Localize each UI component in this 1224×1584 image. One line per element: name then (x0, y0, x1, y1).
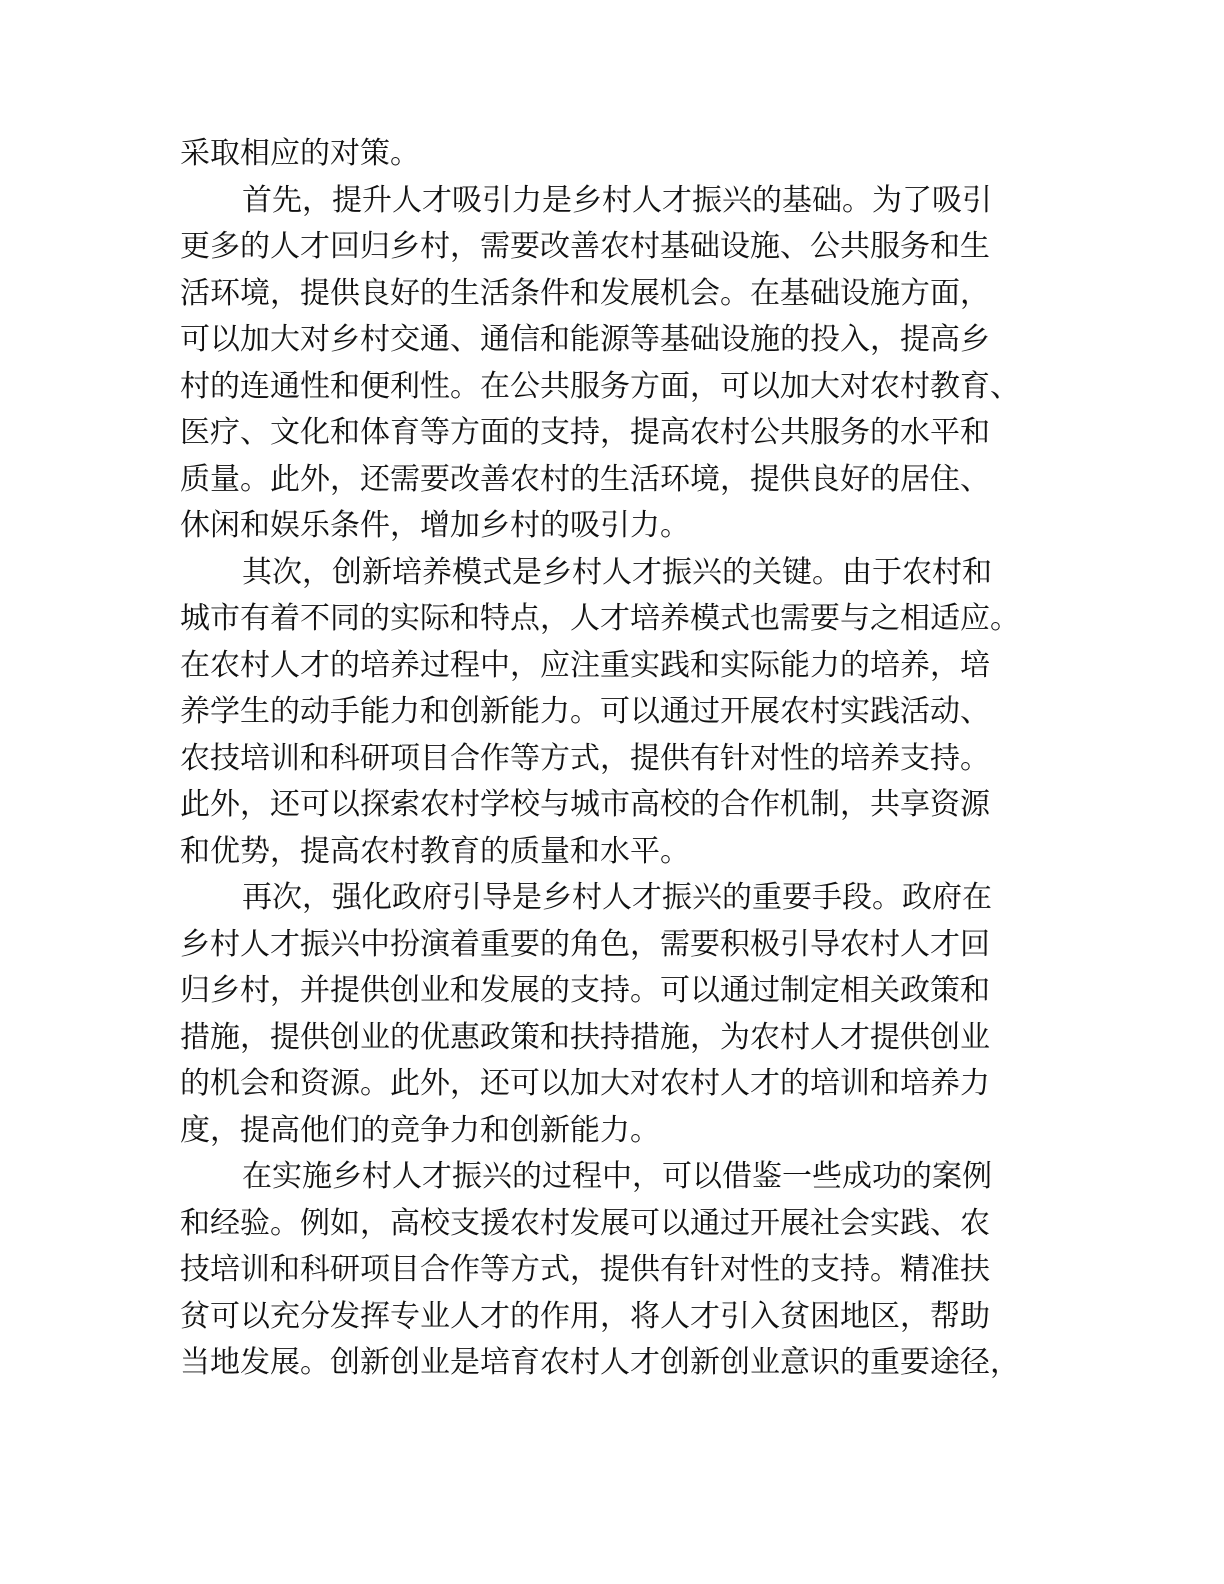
paragraph-first-line: 再次，强化政府引导是乡村人才振兴的重要手段。政府在 (242, 880, 992, 915)
text-line: 归乡村，并提供创业和发展的支持。可以通过制定相关政策和 (180, 973, 990, 1008)
text-line: 活环境，提供良好的生活条件和发展机会。在基础设施方面， (180, 275, 990, 311)
text-line: 和经验。例如，高校支援农村发展可以通过开展社会实践、农 (180, 1205, 990, 1241)
text-line: 的机会和资源。此外，还可以加大对农村人才的培训和培养力 (180, 1066, 990, 1101)
text-line: 城市有着不同的实际和特点，人才培养模式也需要与之相适应。 (180, 601, 1020, 636)
text-line: 更多的人才回归乡村，需要改善农村基础设施、公共服务和生 (180, 229, 990, 264)
text-line: 农技培训和科研项目合作等方式，提供有针对性的培养支持。 (180, 740, 990, 776)
text-line: 村的连通性和便利性。在公共服务方面，可以加大对农村教育、 (180, 368, 1020, 404)
text-line: 措施，提供创业的优惠政策和扶持措施，为农村人才提供创业 (180, 1019, 990, 1055)
text-line: 可以加大对乡村交通、通信和能源等基础设施的投入，提高乡 (180, 322, 990, 357)
text-line: 在农村人才的培养过程中，应注重实践和实际能力的培养，培 (180, 647, 990, 683)
text-line: 技培训和科研项目合作等方式，提供有针对性的支持。精准扶 (180, 1252, 990, 1287)
text-line: 此外，还可以探索农村学校与城市高校的合作机制，共享资源 (180, 787, 990, 822)
text-line: 养学生的动手能力和创新能力。可以通过开展农村实践活动、 (180, 694, 990, 729)
paragraph-first-line: 其次，创新培养模式是乡村人才振兴的关键。由于农村和 (242, 554, 992, 590)
paragraph-first-line: 在实施乡村人才振兴的过程中，可以借鉴一些成功的案例 (242, 1159, 992, 1194)
paragraph-first-line: 首先，提升人才吸引力是乡村人才振兴的基础。为了吸引 (242, 182, 992, 218)
text-line: 当地发展。创新创业是培育农村人才创新创业意识的重要途径， (180, 1345, 1020, 1380)
text-line: 乡村人才振兴中扮演着重要的角色，需要积极引导农村人才回 (180, 926, 990, 962)
text-line: 休闲和娱乐条件，增加乡村的吸引力。 (180, 508, 690, 543)
text-line: 度，提高他们的竞争力和创新能力。 (180, 1112, 660, 1148)
text-line: 贫可以充分发挥专业人才的作用，将人才引入贫困地区，帮助 (180, 1298, 990, 1334)
body-text (180, 131, 1060, 1387)
text-line: 医疗、文化和体育等方面的支持，提高农村公共服务的水平和 (180, 415, 990, 450)
text-line: 质量。此外，还需要改善农村的生活环境，提供良好的居住、 (180, 461, 990, 497)
text-line: 采取相应的对策。 (180, 136, 420, 171)
text-line: 和优势，提高农村教育的质量和水平。 (180, 833, 690, 869)
